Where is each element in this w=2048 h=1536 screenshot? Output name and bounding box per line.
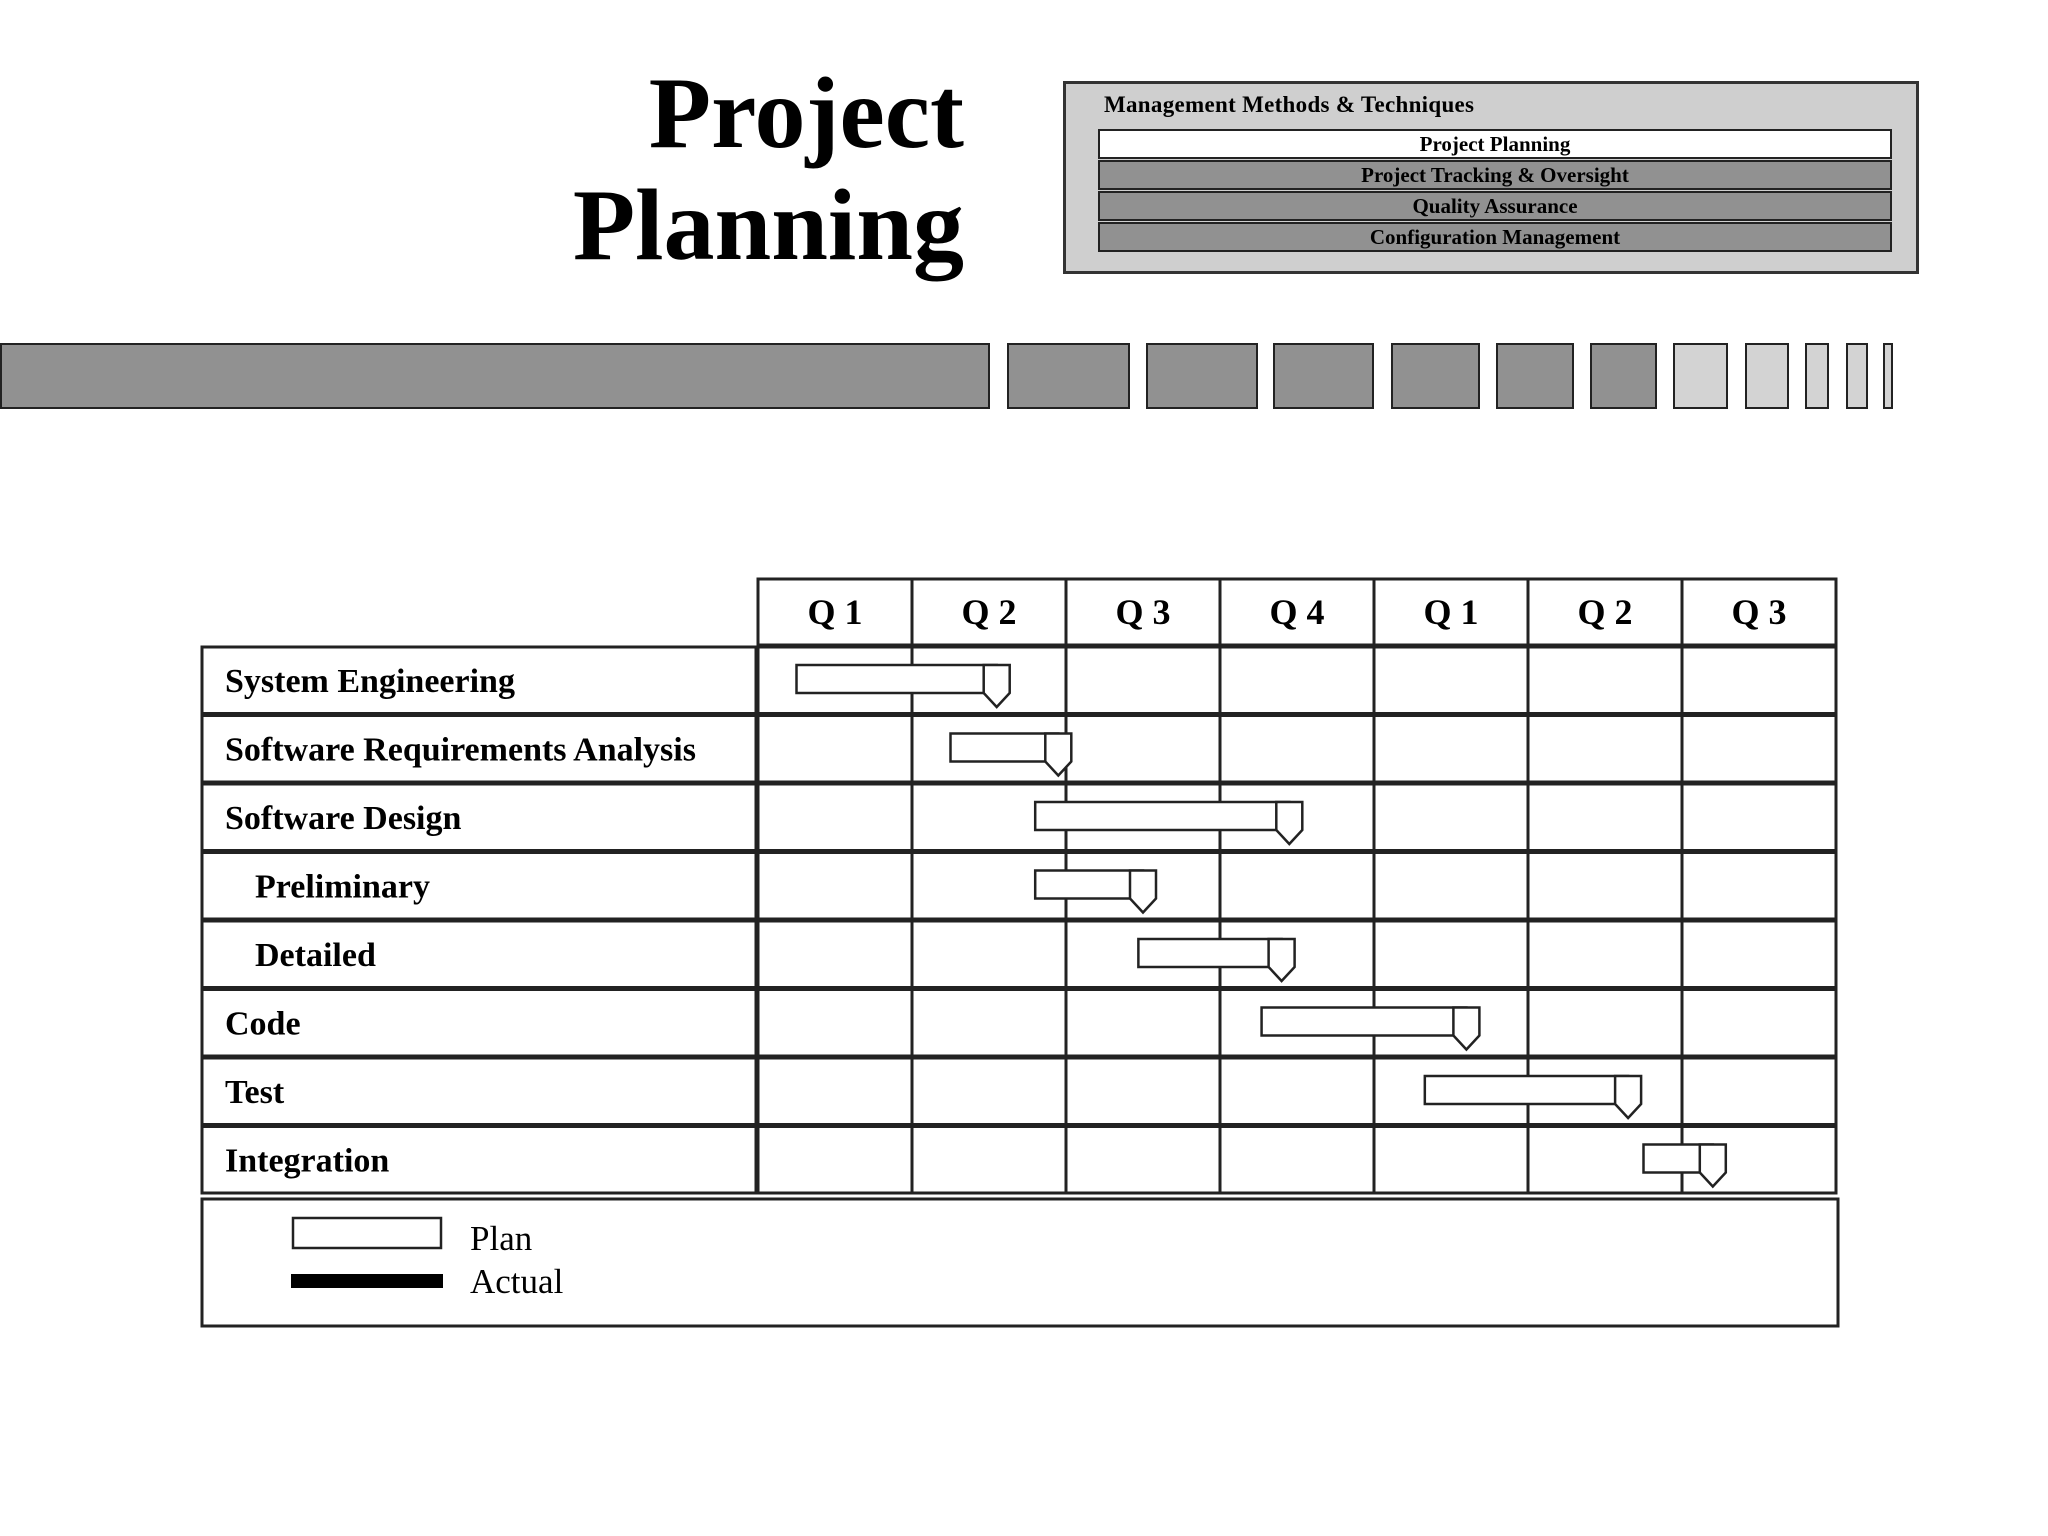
- plan-bar: [951, 734, 1059, 762]
- grid-cell: [1220, 716, 1374, 783]
- column-header-label: Q 3: [1115, 592, 1171, 632]
- grid-cell: [1066, 990, 1220, 1057]
- task-label-cell: [202, 1058, 756, 1125]
- method-item-project-planning: Project Planning: [1098, 129, 1892, 159]
- grid-cell: [1066, 1058, 1220, 1125]
- task-label: Test: [225, 1074, 285, 1111]
- grid-cell: [1682, 921, 1836, 988]
- legend-label: Plan: [470, 1219, 533, 1258]
- task-label: Software Requirements Analysis: [225, 731, 696, 769]
- management-methods-header: Management Methods & Techniques: [1104, 92, 1475, 117]
- grid-cell: [1528, 716, 1682, 783]
- grid-cell: [1528, 647, 1682, 714]
- grid-cell: [1220, 853, 1374, 920]
- slide-title-line-1: Project: [648, 57, 964, 170]
- grid-cell: [912, 990, 1066, 1057]
- grid-cell: [1066, 1127, 1220, 1194]
- grid-cell: [1682, 853, 1836, 920]
- grid-cell: [1682, 1058, 1836, 1125]
- grid-cell: [1374, 716, 1528, 783]
- grid-cell: [1374, 853, 1528, 920]
- grid-cell: [1374, 1127, 1528, 1194]
- grid-cell: [1682, 990, 1836, 1057]
- legend-plan-swatch: [293, 1218, 441, 1248]
- grid-cell: [1220, 647, 1374, 714]
- grid-cell: [758, 1127, 912, 1194]
- task-label: Detailed: [255, 937, 376, 974]
- grid-cell: [1528, 990, 1682, 1057]
- task-label: Integration: [225, 1142, 390, 1180]
- legend-box: [202, 1199, 1838, 1326]
- column-header-label: Q 2: [1577, 592, 1633, 632]
- grid-cell: [1220, 1058, 1374, 1125]
- grid-cell: [1682, 716, 1836, 783]
- grid-cell: [1528, 921, 1682, 988]
- column-header-label: Q 3: [1731, 592, 1787, 632]
- legend-label: Actual: [470, 1262, 564, 1301]
- task-label: Code: [225, 1005, 301, 1043]
- plan-bar: [1035, 871, 1143, 899]
- grid-cell: [912, 921, 1066, 988]
- grid-cell: [1374, 921, 1528, 988]
- column-header-label: Q 1: [1423, 592, 1479, 632]
- grid-cell: [758, 990, 912, 1057]
- grid-cell: [758, 1058, 912, 1125]
- grid-cell: [758, 853, 912, 920]
- grid-cell: [1374, 784, 1528, 851]
- task-label: Software Design: [225, 800, 462, 837]
- grid-cell: [1066, 716, 1220, 783]
- task-label: System Engineering: [225, 663, 515, 700]
- task-label: Preliminary: [255, 868, 430, 906]
- column-header-label: Q 2: [961, 592, 1017, 632]
- grid-cell: [1528, 784, 1682, 851]
- grid-cell: [1066, 647, 1220, 714]
- column-header-label: Q 1: [807, 592, 863, 632]
- method-item-quality-assurance: Quality Assurance: [1098, 191, 1892, 221]
- plan-bar: [1262, 1008, 1467, 1036]
- plan-bar: [1035, 802, 1289, 830]
- grid-cell: [912, 1127, 1066, 1194]
- grid-cell: [758, 716, 912, 783]
- plan-bar: [1425, 1076, 1628, 1104]
- plan-bar: [1138, 939, 1281, 967]
- grid-cell: [1528, 853, 1682, 920]
- grid-cell: [1682, 647, 1836, 714]
- legend-actual-swatch: [291, 1274, 443, 1288]
- grid-cell: [1220, 1127, 1374, 1194]
- method-item-configuration-management: Configuration Management: [1098, 222, 1892, 252]
- slide-title-line-2: Planning: [572, 169, 964, 282]
- plan-bar: [797, 665, 997, 693]
- grid-cell: [912, 1058, 1066, 1125]
- grid-cell: [1374, 647, 1528, 714]
- grid-cell: [758, 921, 912, 988]
- grid-cell: [758, 784, 912, 851]
- method-item-project-tracking: Project Tracking & Oversight: [1098, 160, 1892, 190]
- grid-cell: [1682, 784, 1836, 851]
- column-header-label: Q 4: [1269, 592, 1325, 632]
